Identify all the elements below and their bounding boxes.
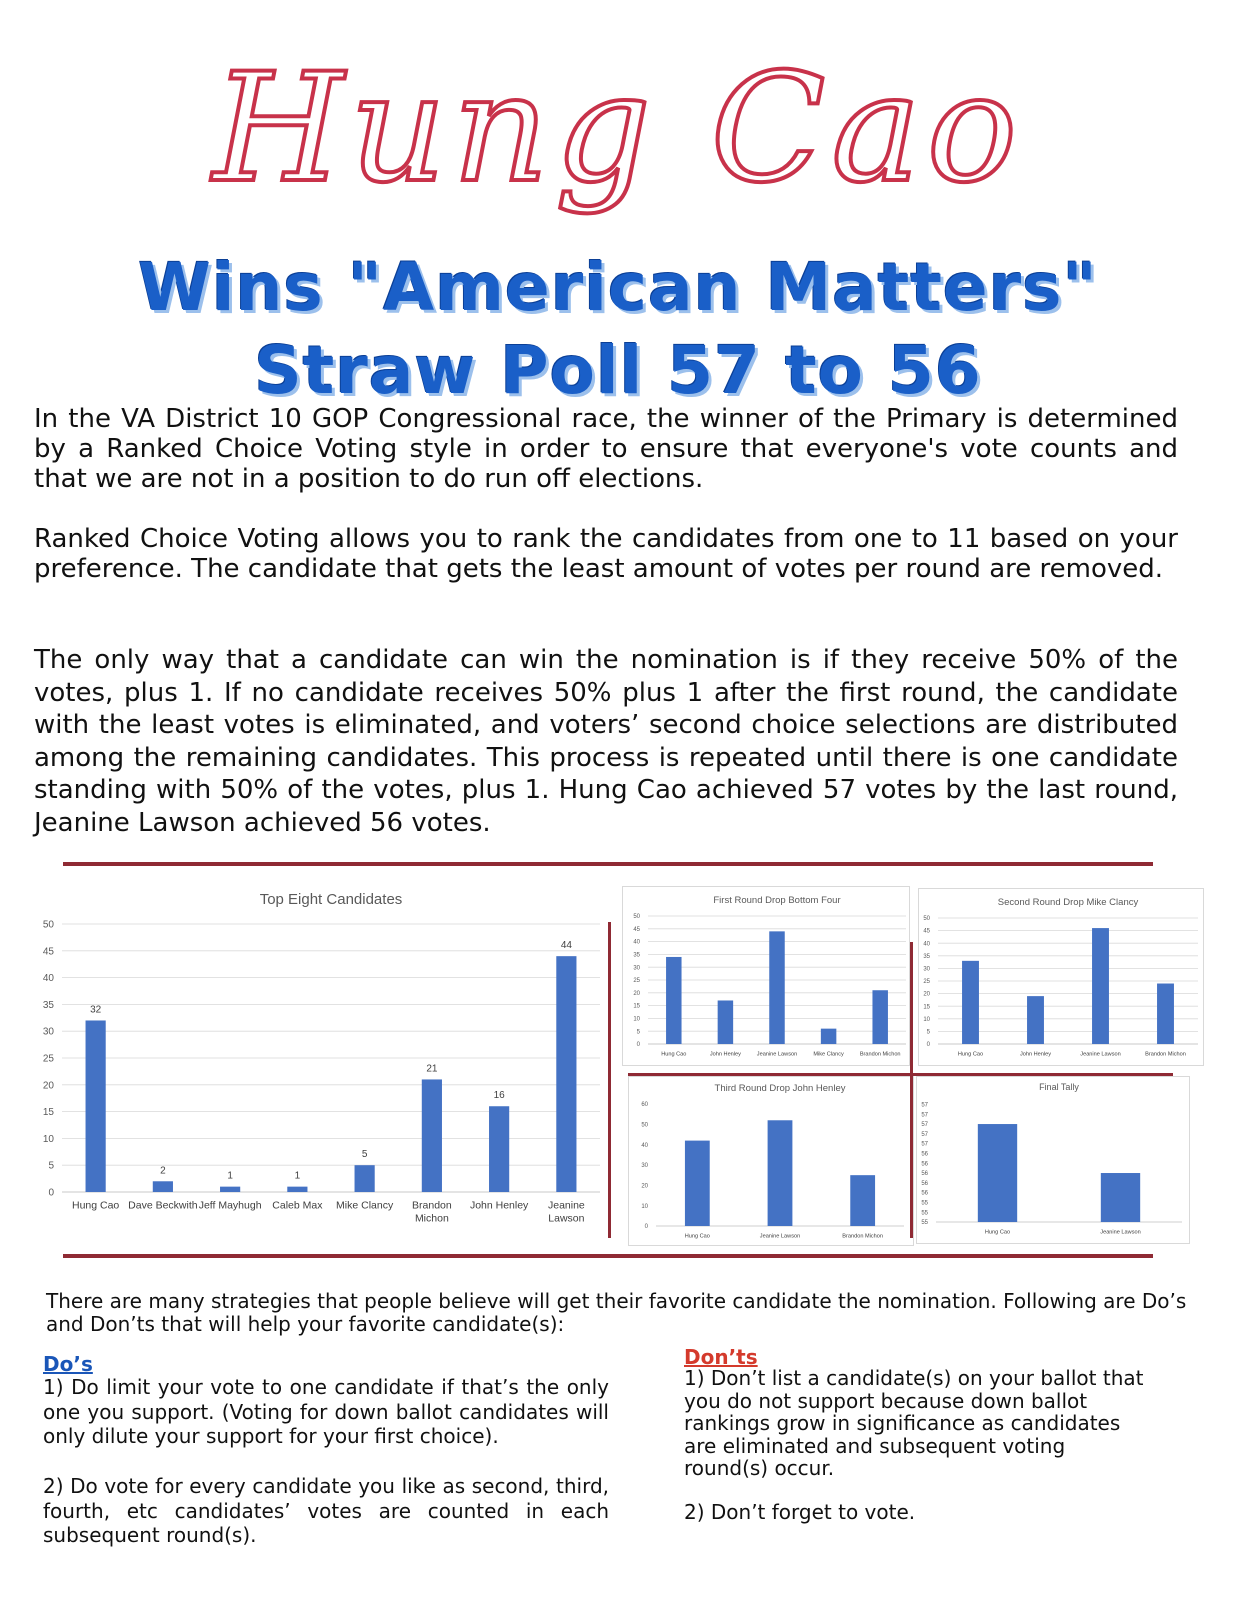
chart-title: First Round Drop Bottom Four	[713, 895, 841, 906]
category-label: John Henley	[709, 1051, 741, 1058]
category-label: Jeanine Lawson	[759, 1233, 801, 1240]
category-label: John Henley	[469, 1199, 529, 1212]
y-tick-label: 40	[923, 941, 930, 948]
y-tick-label: 10	[923, 1016, 930, 1023]
strategies-intro: There are many strategies that people believe will get their favorite candidate the nomination. Following are Do’s and Don’ts that will help your favorite candidate(s):	[46, 1289, 1187, 1336]
category-label: Michon	[414, 1212, 449, 1225]
category-label: Dave Beckwith	[128, 1199, 198, 1212]
bar-hung-cao	[86, 1020, 106, 1192]
y-tick-label: 56	[921, 1161, 928, 1168]
chart-frame	[917, 1077, 1190, 1244]
y-tick-label: 0	[644, 1224, 648, 1231]
bar-hung-cao	[666, 957, 681, 1044]
category-label: Jeanine Lawson	[1100, 1229, 1141, 1236]
y-tick-label: 10	[641, 1203, 648, 1210]
y-tick-label: 30	[42, 1026, 54, 1038]
bar-mike-clancy	[355, 1165, 375, 1192]
category-label: Brandon Michon	[1145, 1051, 1186, 1058]
chart-second-round	[918, 888, 1204, 1066]
bar-brandon-michon	[850, 1175, 875, 1226]
chart-top-eight-candidates	[18, 880, 608, 1240]
bar-jeanine-lawson	[769, 931, 784, 1044]
y-tick-label: 55	[921, 1200, 928, 1207]
donts-item-1: 1) Don’t list a candidate(s) on your ballot that you do not support because down ballot rankings grow in significance as candidates are eliminated and subsequent voting round(s) occur.	[684, 1366, 1144, 1480]
y-tick-label: 57	[921, 1141, 928, 1148]
chart-frame	[623, 887, 910, 1066]
bar-john-henley	[489, 1106, 509, 1192]
y-tick-label: 50	[641, 1122, 648, 1129]
bar-caleb-max	[287, 1187, 307, 1192]
y-tick-label: 15	[42, 1107, 54, 1119]
y-tick-label: 50	[923, 916, 930, 923]
y-tick-label: 35	[633, 952, 640, 959]
divider-bottom	[63, 1254, 1153, 1258]
y-tick-label: 5	[926, 1029, 930, 1036]
data-label: 32	[90, 1004, 102, 1016]
y-tick-label: 40	[42, 973, 54, 985]
bar-john-henley	[718, 1000, 733, 1044]
y-tick-label: 5	[48, 1160, 54, 1172]
data-label: 5	[361, 1149, 368, 1161]
y-tick-label: 20	[633, 990, 640, 997]
y-tick-label: 30	[923, 966, 930, 973]
category-label: Lawson	[548, 1212, 585, 1225]
y-tick-label: 50	[633, 914, 640, 921]
chart-title: Final Tally	[1039, 1082, 1079, 1092]
y-tick-label: 57	[921, 1102, 928, 1109]
bar-mike-clancy	[821, 1029, 836, 1044]
data-label: 2	[160, 1165, 166, 1177]
category-label: Hung Cao	[661, 1051, 687, 1058]
dos-item-1: 1) Do limit your vote to one candidate if that’s the only one you support. (Voting for down ballot candidates will only dilute your support for your first choice).	[43, 1375, 609, 1448]
y-tick-label: 20	[641, 1183, 648, 1190]
y-tick-label: 40	[633, 939, 640, 946]
y-tick-label: 10	[42, 1133, 54, 1145]
intro-paragraph: In the VA District 10 GOP Congressional race, the winner of the Primary is determined by a Ranked Choice Voting style in order to ensure that everyone's vote counts and that we are not in a position to do run off elections.	[34, 404, 1178, 494]
y-tick-label: 0	[926, 1042, 930, 1049]
script-title-logo	[0, 20, 1236, 250]
category-label: John Henley	[1019, 1051, 1052, 1058]
y-tick-label: 57	[921, 1112, 928, 1119]
dos-heading: Do’s	[43, 1352, 93, 1376]
category-label: Jeff Mayhugh	[198, 1199, 262, 1212]
divider-vertical-left	[608, 922, 611, 1238]
category-label: Hung Cao	[984, 1229, 1011, 1236]
y-tick-label: 56	[921, 1190, 928, 1197]
rules-paragraph: The only way that a candidate can win the nomination is if they receive 50% of the votes, plus 1. If no candidate receives 50% plus 1 after the first round, the candidate with the least votes is eliminated, and voters’ second choice selections are distributed among the remaining candidates. This process is repeated until there is one candidate standing with 50% of the votes, plus 1. Hung Cao achieved 57 votes by the last round, Jeanine Lawson achieved 56 votes.	[34, 645, 1178, 838]
y-tick-label: 25	[633, 978, 640, 985]
bar-jeanine-lawson	[1092, 928, 1109, 1044]
bar-hung-cao	[685, 1141, 710, 1226]
y-tick-label: 40	[641, 1142, 648, 1149]
category-label: Mike Clancy	[813, 1051, 844, 1058]
category-label: Brandon Michon	[859, 1051, 901, 1058]
y-tick-label: 45	[633, 926, 640, 933]
y-tick-label: 57	[921, 1131, 928, 1138]
bar-dave-beckwith	[153, 1181, 173, 1192]
chart-title: Second Round Drop Mike Clancy	[997, 897, 1139, 908]
category-label: Caleb Max	[272, 1199, 323, 1212]
dos-item-2: 2) Do vote for every candidate you like as second, third, fourth, etc candidates’ votes are counted in each subsequent round(s).	[43, 1474, 609, 1547]
y-tick-label: 45	[923, 928, 930, 935]
bar-hung-cao	[978, 1124, 1017, 1222]
y-tick-label: 57	[921, 1122, 928, 1129]
bar-hung-cao	[962, 961, 979, 1044]
y-tick-label: 56	[921, 1180, 928, 1187]
category-label: Jeanine	[547, 1199, 585, 1212]
y-tick-label: 20	[42, 1080, 54, 1092]
bar-brandon-michon	[422, 1079, 442, 1192]
chart-first-round	[622, 886, 910, 1066]
bar-jeanine-lawson	[1101, 1173, 1140, 1222]
y-tick-label: 55	[921, 1220, 928, 1227]
bar-jeanine-lawson	[768, 1120, 793, 1226]
bar-jeanine-lawson	[556, 956, 576, 1192]
chart-final-tally	[916, 1076, 1190, 1244]
category-label: Brandon	[412, 1199, 452, 1212]
ranked-choice-paragraph: Ranked Choice Voting allows you to rank the candidates from one to 11 based on your preference. The candidate that gets the least amount of votes per round are removed.	[34, 524, 1178, 584]
y-tick-label: 5	[636, 1029, 640, 1036]
data-label: 16	[493, 1090, 505, 1102]
bar-john-henley	[1027, 996, 1044, 1044]
bar-jeff-mayhugh	[220, 1187, 240, 1192]
divider-top	[63, 862, 1153, 866]
category-label: Hung Cao	[71, 1199, 120, 1212]
y-tick-label: 55	[921, 1210, 928, 1217]
data-label: 1	[294, 1170, 301, 1182]
chart-title: Top Eight Candidates	[259, 891, 403, 908]
data-label: 1	[227, 1170, 233, 1182]
y-tick-label: 10	[633, 1016, 640, 1023]
y-tick-label: 35	[42, 999, 54, 1011]
donts-item-2: 2) Don’t forget to vote.	[684, 1500, 916, 1524]
bar-brandon-michon	[872, 990, 887, 1044]
category-label: Mike Clancy	[336, 1199, 394, 1212]
headline-line-1: Wins "American Matters"	[138, 249, 1098, 326]
y-tick-label: 30	[641, 1163, 648, 1170]
y-tick-label: 20	[923, 991, 930, 998]
headline-line-2: Straw Poll 57 to 56	[254, 332, 982, 409]
data-label: 21	[426, 1063, 438, 1075]
script-title-text: Hung Cao	[212, 42, 1024, 216]
chart-third-round	[628, 1076, 914, 1246]
divider-cross-horizontal	[628, 1073, 1173, 1076]
y-tick-label: 0	[636, 1042, 640, 1049]
y-tick-label: 56	[921, 1151, 928, 1158]
y-tick-label: 15	[633, 1003, 640, 1010]
y-tick-label: 60	[641, 1102, 648, 1109]
y-tick-label: 56	[921, 1171, 928, 1178]
divider-cross-vertical	[910, 942, 913, 1238]
category-label: Hung Cao	[684, 1233, 710, 1240]
y-tick-label: 50	[42, 919, 54, 931]
donts-heading: Don’ts	[684, 1345, 758, 1369]
bar-brandon-michon	[1157, 984, 1174, 1044]
y-tick-label: 30	[633, 965, 640, 972]
y-tick-label: 35	[923, 953, 930, 960]
chart-title: Third Round Drop John Henley	[714, 1083, 846, 1094]
y-tick-label: 15	[923, 1004, 930, 1011]
y-tick-label: 0	[48, 1187, 54, 1199]
y-tick-label: 25	[42, 1053, 54, 1065]
category-label: Jeanine Lawson	[756, 1051, 798, 1058]
y-tick-label: 25	[923, 979, 930, 986]
y-tick-label: 45	[42, 946, 54, 958]
category-label: Hung Cao	[957, 1051, 984, 1058]
category-label: Jeanine Lawson	[1080, 1051, 1121, 1058]
category-label: Brandon Michon	[842, 1233, 884, 1240]
data-label: 44	[560, 940, 572, 952]
